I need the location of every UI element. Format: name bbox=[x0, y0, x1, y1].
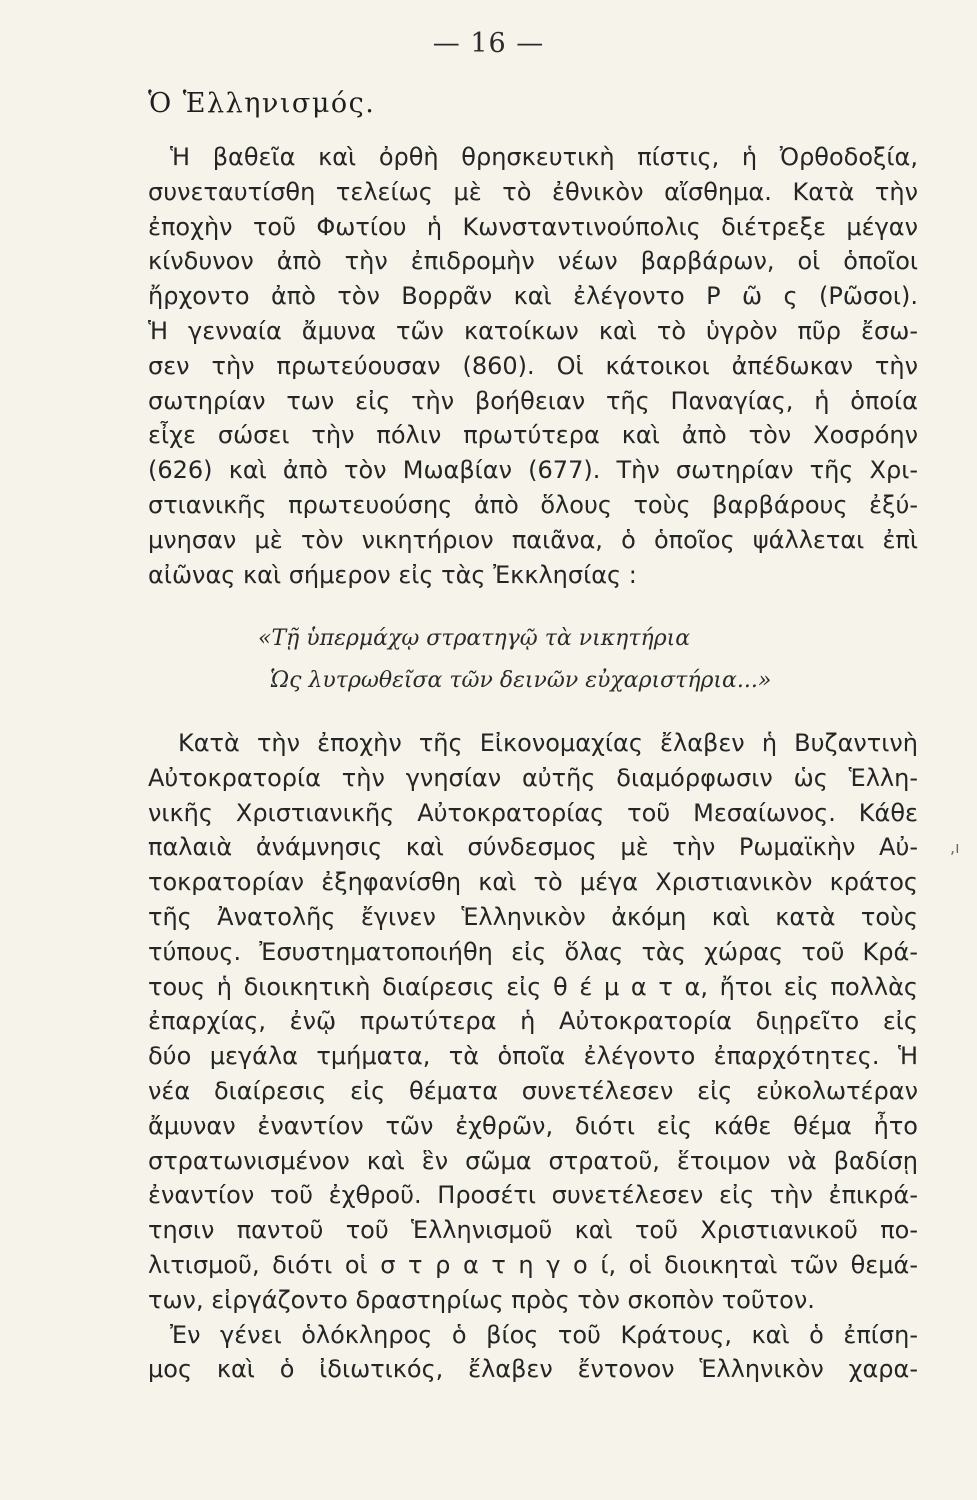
text-line: ἐπαρχίας, ἐνῷ πρωτύτερα ἡ Αὐτοκρατορία διῃρεῖτο εἰς bbox=[148, 1007, 918, 1036]
hymn-line: Ὡς λυτρωθεῖσα τῶν δεινῶν εὐχαριστήρια...» bbox=[270, 668, 772, 693]
text-line: ἐναντίον τοῦ ἐχθροῦ. Προσέτι συνετέλεσεν εἰς τὴν ἐπικρά- bbox=[148, 1181, 918, 1210]
text-line: Ἐν γένει ὁλόκληρος ὁ βίος τοῦ Κράτους, καὶ ὁ ἐπίση- bbox=[170, 1320, 918, 1349]
paragraph-1 bbox=[148, 140, 918, 592]
text-line: (626) καὶ ἀπὸ τὸν Μωαβίαν (677). Τὴν σωτηρίαν τῆς Χρι- bbox=[148, 456, 918, 485]
text-line: Κατὰ τὴν ἐποχὴν τῆς Εἰκονομαχίας ἔλαβεν ἡ Βυζαντινὴ bbox=[178, 729, 918, 757]
text-line: τους ἡ διοικητικὴ διαίρεσις εἰς θ έ μ α τ α, ἤτοι εἰς πολλὰς bbox=[148, 972, 918, 1001]
hymn-quote bbox=[0, 618, 977, 702]
text-line: τοκρατορίαν ἐξηφανίσθη καὶ τὸ μέγα Χριστιανικὸν κράτος bbox=[148, 868, 918, 897]
text-line: λιτισμοῦ, διότι οἱ σ τ ρ α τ η γ ο ί, οἱ διοικηταὶ τῶν θεμά- bbox=[148, 1250, 918, 1279]
hymn-line: «Τῇ ὑπερμάχῳ στρατηγῷ τὰ νικητήρια bbox=[258, 626, 691, 651]
text-line: στιανικῆς πρωτευούσης ἀπὸ ὅλους τοὺς βαρβάρους ἐξύ- bbox=[148, 490, 918, 519]
text-line: συνεταυτίσθη τελείως μὲ τὸ ἐθνικὸν αἴσθημα. Κατὰ τὴν bbox=[148, 177, 918, 206]
text-line: τύπους. Ἐσυστηματοποιήθη εἰς ὅλας τὰς χώρας τοῦ Κρά- bbox=[148, 937, 918, 966]
text-line: μος καὶ ὁ ἰδιωτικός, ἔλαβεν ἔντονον Ἑλληνικὸν χαρα- bbox=[148, 1355, 918, 1384]
text-line: νικῆς Χριστιανικῆς Αὐτοκρατορίας τοῦ Μεσαίωνος. Κάθε bbox=[148, 798, 918, 827]
margin-mark: ,ı bbox=[950, 838, 960, 857]
text-line: εἶχε σώσει τὴν πόλιν πρωτύτερα καὶ ἀπὸ τὸν Χοσρόην bbox=[148, 421, 918, 450]
section-title: Ὁ Ἑλληνισμός. bbox=[148, 88, 376, 119]
text-line: Ἡ γενναία ἄμυνα τῶν κατοίκων καὶ τὸ ὑγρὸν πῦρ ἔσω- bbox=[148, 316, 918, 345]
text-line: παλαιὰ ἀνάμνησις καὶ σύνδεσμος μὲ τὴν Ρωμαϊκὴν Αὐ- bbox=[148, 833, 918, 862]
text-line: ἄμυναν ἐναντίον τῶν ἐχθρῶν, διότι εἰς κάθε θέμα ἦτο bbox=[148, 1111, 918, 1140]
text-line: αἰῶνας καὶ σήμερον εἰς τὰς Ἐκκλησίας : bbox=[148, 560, 637, 589]
paragraph-2 bbox=[148, 726, 918, 1387]
text-line: δύο μεγάλα τμήματα, τὰ ὁποῖα ἐλέγοντο ἐπαρχότητες. Ἡ bbox=[148, 1042, 918, 1071]
text-line: κίνδυνον ἀπὸ τὴν ἐπιδρομὴν νέων βαρβάρων, οἱ ὁποῖοι bbox=[148, 247, 918, 276]
text-line: μνησαν μὲ τὸν νικητήριον παιᾶνα, ὁ ὁποῖος ψάλλεται ἐπὶ bbox=[148, 525, 918, 554]
text-line: Αὐτοκρατορία τὴν γνησίαν αὐτῆς διαμόρφωσιν ὡς Ἑλλη- bbox=[148, 763, 918, 792]
text-line: σωτηρίαν των εἰς τὴν βοήθειαν τῆς Παναγίας, ἡ ὁποία bbox=[148, 386, 918, 415]
text-line: ἤρχοντο ἀπὸ τὸν Βορρᾶν καὶ ἐλέγοντο Ρ ῶ ς (Ρῶσοι). bbox=[148, 282, 918, 311]
text-line: στρατωνισμένον καὶ ἓν σῶμα στρατοῦ, ἕτοιμον νὰ βαδίσῃ bbox=[148, 1146, 918, 1175]
text-line: των, εἰργάζοντο δραστηρίως πρὸς τὸν σκοπὸν τοῦτον. bbox=[148, 1285, 815, 1314]
text-line: τησιν παντοῦ τοῦ Ἑλληνισμοῦ καὶ τοῦ Χριστιανικοῦ πο- bbox=[148, 1216, 918, 1245]
text-line: σεν τὴν πρωτεύουσαν (860). Οἱ κάτοικοι ἀπέδωκαν τὴν bbox=[148, 351, 918, 380]
text-line: τῆς Ἀνατολῆς ἔγινεν Ἑλληνικὸν ἀκόμη καὶ κατὰ τοὺς bbox=[148, 902, 918, 931]
text-line: ἐποχὴν τοῦ Φωτίου ἡ Κωνσταντινούπολις διέτρεξε μέγαν bbox=[148, 212, 918, 241]
text-line: νέα διαίρεσις εἰς θέματα συνετέλεσεν εἰς εὐκολωτέραν bbox=[148, 1076, 918, 1105]
text-line: Ἡ βαθεῖα καὶ ὀρθὴ θρησκευτικὴ πίστις, ἡ Ὀρθοδοξία, bbox=[170, 143, 918, 171]
page-number: — 16 — bbox=[432, 28, 545, 59]
